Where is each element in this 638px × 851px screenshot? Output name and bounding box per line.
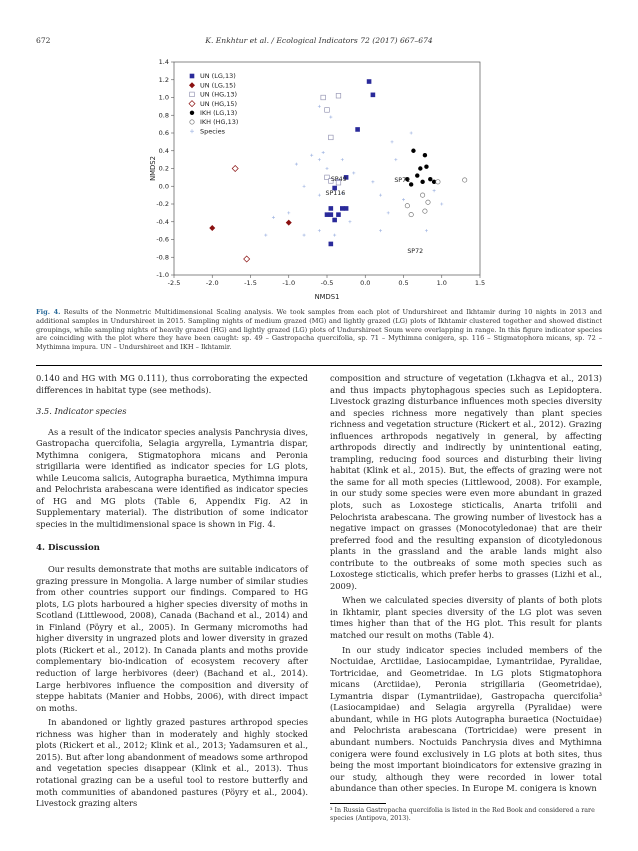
- data-point: [420, 193, 424, 197]
- paragraph: Our results demonstrate that moths are suitable indicators of grazing pressure in Mongolia. A large number of similar studies from other countries support our findings. Compared to HG plots, LG plots harboured a higher species diversity of moths in Scotland (Littlewood, 2008), Canada (Bachand et al., 2014) and in Finland (Pöyry et al., 2005). In Germany micromoths had higher diversity in ungrazed plots and lower diversity in grazed plots (Rickert et al., 2012). In Canada plants and moths provide complementary bio-indication of ecosystem recovery after reduction of large herbivores (deer) (Bachand et al., 2014). Large herbivores influence the composition and diversity of steppe habitats (Manier and Hobbs, 2006), with direct impact on moths.: [36, 564, 308, 713]
- journal-citation: K. Enkhtur et al. / Ecological Indicators 72 (2017) 667–674: [205, 36, 433, 45]
- species-point: [310, 154, 313, 157]
- y-tick-label: -0.8: [156, 253, 169, 262]
- species-point: [440, 203, 443, 206]
- data-point: [367, 79, 372, 84]
- left-column: [36, 373, 308, 813]
- y-tick-label: -1.0: [156, 271, 169, 279]
- y-tick-label: 1.2: [158, 75, 169, 84]
- y-tick-label: 0.4: [158, 146, 169, 155]
- y-tick-label: 1.4: [158, 58, 169, 66]
- x-tick-label: 1.0: [436, 279, 447, 287]
- x-tick-label: 0.5: [398, 279, 409, 287]
- species-point: [379, 229, 382, 232]
- species-point: [379, 194, 382, 197]
- data-point: [321, 95, 326, 100]
- legend-entry: UN (HG,13): [200, 90, 238, 99]
- legend-entry: UN (LG,13): [200, 72, 236, 81]
- x-tick-label: -0.5: [320, 279, 334, 287]
- species-point: [318, 158, 321, 161]
- species-point: [387, 211, 390, 214]
- y-tick-label: 1.0: [158, 93, 169, 102]
- page-number: 672: [36, 36, 51, 45]
- paragraph: 0.140 and HG with MG 0.111), thus corroborating the expected differences in habitat type (see methods).: [36, 373, 308, 395]
- legend-marker: [190, 120, 194, 124]
- data-point: [340, 206, 345, 211]
- species-point: [425, 229, 428, 232]
- x-tick-label: -1.0: [282, 279, 296, 287]
- paragraph: composition and structure of vegetation (Lkhagva et al., 2013) and thus impacts phytophagous species such as Lepidoptera. Livestock grazing disturbance influences moth species diversity and species richness more negatively than plant species richness and vegetation structure (Rickert et al., 2012). Grazing influences arthropods negatively in general, by affecting arthropods directly and indirectly by unintentional eating, trampling, reducing food sources and disturbing their living habitat (Klink et al., 2015). But, the effects of grazing were not the same for all moth species (Littlewood, 2008). For example, in our study some species were even more abundant in grazed plots, such as Loxostege sticticalis, Anarta trifolii and Pelochrista arabescana. The growing number of livestock has a negative impact on grasses (Monocotyledonae) that are their preferred food and the resulting expansion of dicotyledonous plants in the grassland and the arable lands might also contribute to the outbreaks of some moth species such as Loxostege sticticalis, which prefer herbs to grasses (Lizhi et al., 2009).: [330, 373, 602, 591]
- species-point: [322, 151, 325, 154]
- data-point: [415, 173, 419, 177]
- y-tick-label: -0.6: [156, 235, 169, 244]
- section-heading-3-5: 3.5. Indicator species: [36, 406, 127, 417]
- x-tick-label: -2.0: [205, 279, 219, 287]
- legend-marker: [190, 92, 195, 97]
- footnote: ³ In Russia Gastropacha quercifolia is listed in the Red Book and considered a rare species (Antipova, 2013).: [330, 807, 595, 823]
- paragraph: In our study indicator species included members of the Noctuidae, Arctiidae, Lasiocampidae, Lymantriidae, Pyralidae, Tortricidae, and Geometridae. In LG plots Stigmatophora micans (Arctiidae), Peronia strigillaria (Geometridae), Lymantria dispar (Lymantriidae), Gastropacha quercifolia³ (Lasiocampidae) and Selagia argyrella (Pyralidae) were abundant, while in HG plots Autographa buraetica (Noctuidae) and Pelochrista arabescana (Tortricidae) were present in abundant numbers. Noctuids Panchrysia dives and Mythimna conigera were found exclusively in LG plots at both sites, thus being the most important bioindicators for extensive grazing in our study, although they were recorded in lower total abundance than other species. In Europe M. conigera is known: [330, 644, 602, 794]
- annotation-label: SP49: [330, 175, 347, 183]
- legend-entry: IKH (HG,13): [200, 118, 239, 127]
- data-point: [209, 225, 215, 231]
- species-point: [295, 163, 298, 166]
- data-point: [436, 180, 440, 184]
- section-heading-4: 4. Discussion: [36, 542, 100, 553]
- species-point: [402, 198, 405, 201]
- species-point: [318, 229, 321, 232]
- data-point: [426, 200, 430, 204]
- figure-caption: [36, 308, 602, 352]
- species-point: [348, 220, 351, 223]
- species-point: [326, 167, 329, 170]
- data-point: [463, 178, 467, 182]
- x-tick-label: -1.5: [244, 279, 257, 287]
- y-tick-label: 0.8: [158, 111, 169, 120]
- legend-marker: [190, 111, 194, 115]
- data-point: [418, 166, 422, 170]
- data-point: [325, 108, 330, 113]
- species-point: [352, 171, 355, 174]
- species-point: [433, 189, 436, 192]
- y-axis-label: NMDS2: [149, 156, 157, 181]
- legend-entry: UN (LG,15): [200, 81, 236, 90]
- species-point: [341, 158, 344, 161]
- data-point: [371, 93, 376, 98]
- data-point: [325, 212, 330, 217]
- annotation-label: SP116: [325, 190, 346, 198]
- species-point: [264, 234, 267, 237]
- data-point: [332, 218, 337, 223]
- data-point: [329, 135, 334, 140]
- annotation-label: SP71: [394, 176, 411, 184]
- legend-entry: IKH (LG,13): [200, 109, 238, 117]
- data-point: [411, 149, 415, 153]
- legend-marker: [190, 129, 194, 133]
- running-header: [36, 36, 602, 48]
- data-point: [420, 180, 424, 184]
- species-point: [318, 194, 321, 197]
- footnote-divider: [330, 803, 386, 804]
- y-tick-label: 0.2: [158, 164, 169, 173]
- annotation-label: SP72: [407, 247, 424, 255]
- y-tick-label: -0.2: [156, 200, 169, 208]
- species-point: [333, 234, 336, 237]
- y-tick-label: -0.4: [156, 217, 169, 226]
- legend-marker: [189, 101, 195, 107]
- species-point: [318, 105, 321, 108]
- species-point: [287, 211, 290, 214]
- data-point: [424, 165, 428, 169]
- legend-marker: [189, 82, 195, 88]
- species-point: [303, 185, 306, 188]
- paragraph: In abandoned or lightly grazed pastures arthropod species richness was higher than in moderately and highly stocked plots (Rickert et al., 2012; Klink et al., 2013; Yadamsuren et al., 2015). But after long abandonment of meadows some arthropod and vegetation species disappear (Klink et al., 2013). Thus rotational grazing can be a useful tool to restore butterfly and moth communities of abandoned pastures (Pöyry et al., 2004). Livestock grazing alters: [36, 717, 308, 809]
- species-point: [394, 158, 397, 161]
- y-tick-label: 0.6: [158, 129, 169, 137]
- species-point: [329, 116, 332, 119]
- data-point: [244, 256, 250, 262]
- legend-entry: Species: [200, 127, 226, 136]
- species-point: [371, 180, 374, 183]
- data-point: [286, 220, 292, 226]
- x-tick-label: 0.0: [360, 279, 371, 287]
- species-point: [410, 132, 413, 135]
- figure-label: Fig. 4.: [36, 308, 61, 316]
- data-point: [329, 242, 334, 247]
- x-tick-label: 1.5: [474, 279, 486, 287]
- figure-caption-text: Results of the Nonmetric Multidimensional Scaling analysis. We took samples from each plot of Undurshireet and Ikhtamir during 10 nights in 2013 and additional samples in Undurshireet in 2015. Sampling nights of medium grazed (MG) and lightly grazed (LG) plots of Ikhtamir clustered together and showed distinct groupings, while sampling nights of heavily grazed (HG) and lightly grazed (LG) plots of Undurshireet Soum were overlapping in range. In this figure indicator species are coinciding with the plot where they have been caught: sp. 49 – Gastropacha quercifolia, sp. 71 – Mythimna conigera, sp. 116 – Stigmatophora micans, sp. 72 – Mythimna impura. UN – Undurshireet and IKH – Ikhtamir.: [36, 308, 602, 352]
- y-tick-label: 0.0: [158, 182, 169, 191]
- x-tick-label: -2.5: [167, 279, 181, 287]
- data-point: [428, 177, 432, 181]
- data-point: [232, 166, 238, 172]
- nmds-scatter-plot: [150, 50, 490, 305]
- species-point: [303, 234, 306, 237]
- legend-marker: [190, 74, 195, 79]
- legend-entry: UN (HG,15): [200, 99, 238, 108]
- data-point: [355, 127, 360, 132]
- caption-divider: [36, 365, 602, 366]
- paragraph: When we calculated species diversity of plants of both plots in Ikhtamir, plant species diversity of the LG plot was seven times higher than that of the HG plot. This result for plants matched our result on moths (Table 4).: [330, 595, 602, 641]
- paragraph: As a result of the indicator species analysis Panchrysia dives, Gastropacha quercifolia, Selagia argyrella, Lymantria dispar, Mythimna conigera, Stigmatophora micans and Peronia strigillaria were identified as indicator species for LG plots, while Leucoma salicis, Autographa buraetica, Mythimna impura and Pelochrista arabescana were identified as indicator species of HG and MG plots (Table 6, Appendix Fig. A2 in Supplementary material). The distribution of some indicator species in the multidimensional space is shown in Fig. 4.: [36, 426, 308, 530]
- data-point: [423, 209, 427, 213]
- data-point: [336, 93, 341, 98]
- data-point: [423, 153, 427, 157]
- data-point: [409, 212, 413, 216]
- data-point: [329, 206, 334, 211]
- species-point: [391, 140, 394, 143]
- species-point: [272, 216, 275, 219]
- data-point: [336, 212, 341, 217]
- data-point: [405, 204, 409, 208]
- x-axis-label: NMDS1: [314, 293, 340, 301]
- right-column: [330, 373, 602, 798]
